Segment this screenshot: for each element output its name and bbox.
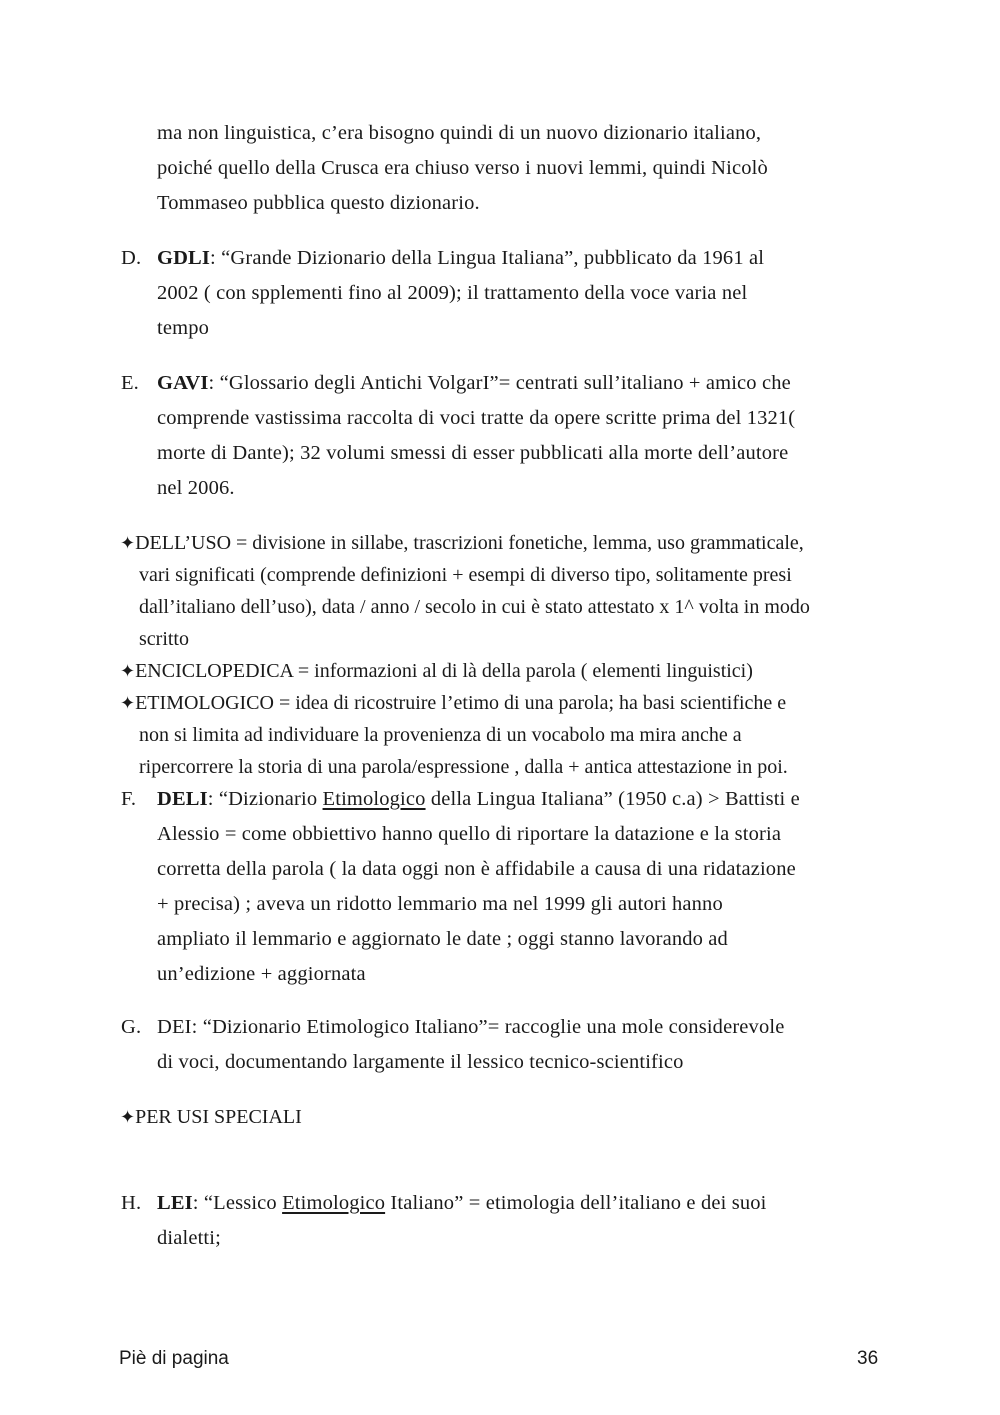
list-marker: E. [121,372,139,394]
list-marker: H. [121,1192,142,1214]
paragraph-line: tempo [157,317,209,339]
list-marker: G. [121,1016,142,1038]
paragraph-line: DELI: “Dizionario Etimologico della Lingua Italiana” (1950 c.a) > Battisti e [157,788,800,810]
paragraph-line: di voci, documentando largamente il lessico tecnico-scientifico [157,1051,684,1073]
bullet-line: ripercorrere la storia di una parola/espressione , dalla + antica attestazione in poi. [139,756,788,778]
dictionary-abbreviation: LEI [157,1192,193,1214]
paragraph-line: dialetti; [157,1227,221,1249]
bullet-line: scritto [139,628,189,650]
paragraph-line: Tommaseo pubblica questo dizionario. [157,192,480,214]
paragraph-line: GAVI: “Glossario degli Antichi VolgarI”= centrati sull’italiano + amico che [157,372,791,394]
paragraph-line: DEI: “Dizionario Etimologico Italiano”= raccoglie una mole considerevole [157,1016,785,1038]
bullet-line: ✦DELL’USO = divisione in sillabe, trascrizioni fonetiche, lemma, uso grammaticale, [120,532,804,554]
star-bullet-icon: ✦ [120,1107,136,1128]
bullet-line: ✦ENCICLOPEDICA = informazioni al di là della parola ( elementi linguistici) [120,660,753,682]
paragraph-line: un’edizione + aggiornata [157,963,366,985]
bullet-line: ✦PER USI SPECIALI [120,1106,302,1128]
page-footer-label: Piè di pagina [119,1348,229,1369]
bullet-line: ✦ETIMOLOGICO = idea di ricostruire l’etimo di una parola; ha basi scientifiche e [120,692,787,714]
page-number: 36 [857,1348,879,1369]
paragraph-line: 2002 ( con spplementi fino al 2009); il trattamento della voce varia nel [157,282,748,304]
dictionary-abbreviation: GAVI [157,372,209,394]
bullet-line: dall’italiano dell’uso), data / anno / secolo in cui è stato attestato x 1^ volta in modo [139,596,810,618]
paragraph-line: morte di Dante); 32 volumi smessi di esser pubblicati alla morte dell’autore [157,442,789,464]
underlined-term: Etimologico [282,1192,386,1214]
paragraph-line: ampliato il lemmario e aggiornato le date ; oggi stanno lavorando ad [157,928,728,950]
paragraph-line: GDLI: “Grande Dizionario della Lingua Italiana”, pubblicato da 1961 al [157,247,765,269]
paragraph-line: poiché quello della Crusca era chiuso verso i nuovi lemmi, quindi Nicolò [157,157,768,179]
paragraph-line: nel 2006. [157,477,235,499]
bullet-line: vari significati (comprende definizioni + esempi di diverso tipo, solitamente presi [139,564,792,586]
list-marker: D. [121,247,142,269]
star-bullet-icon: ✦ [120,661,136,682]
underlined-term: Etimologico [322,788,426,810]
star-bullet-icon: ✦ [120,693,136,714]
paragraph-line: LEI: “Lessico Etimologico Italiano” = etimologia dell’italiano e dei suoi [157,1192,767,1214]
paragraph-line: Alessio = come obbiettivo hanno quello di riportare la datazione e la storia [157,823,782,845]
dictionary-abbreviation: DELI [157,788,208,810]
paragraph-line: corretta della parola ( la data oggi non è affidabile a causa di una ridatazione [157,858,796,880]
list-marker: F. [121,788,137,810]
dictionary-abbreviation: GDLI [157,247,211,269]
paragraph-line: comprende vastissima raccolta di voci tratte da opere scritte prima del 1321( [157,407,796,429]
paragraph-line: ma non linguistica, c’era bisogno quindi di un nuovo dizionario italiano, [157,122,762,144]
star-bullet-icon: ✦ [120,533,136,554]
bullet-line: non si limita ad individuare la provenienza di un vocabolo ma mira anche a [139,724,742,746]
paragraph-line: + precisa) ; aveva un ridotto lemmario ma nel 1999 gli autori hanno [157,893,723,915]
